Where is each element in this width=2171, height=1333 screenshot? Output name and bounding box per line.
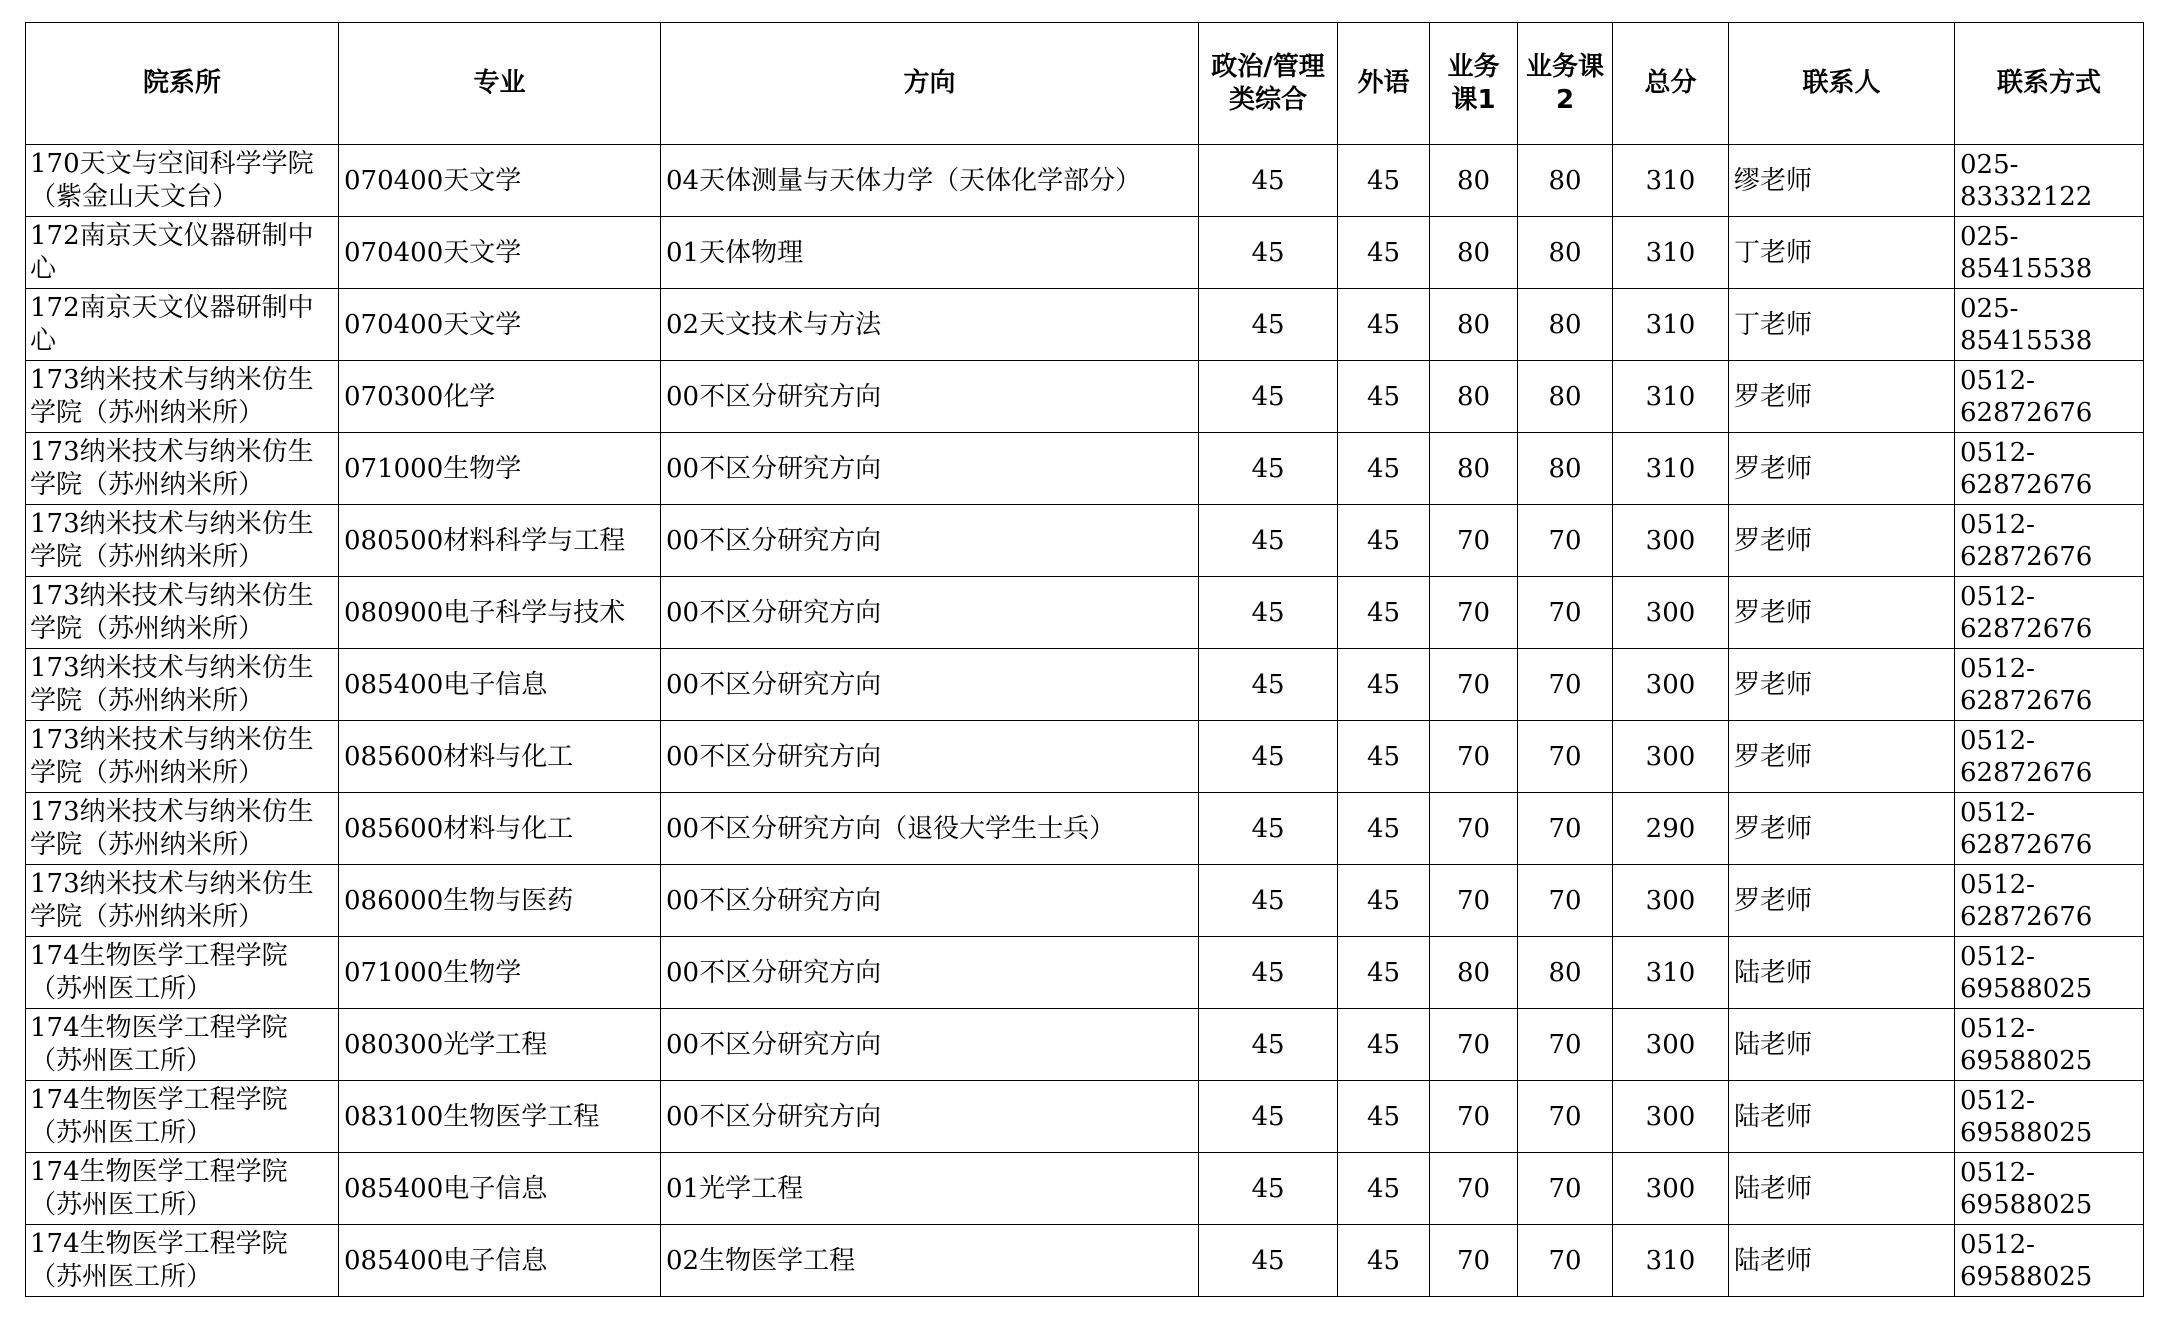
table-row: [26, 505, 2144, 577]
table-row: [26, 1009, 2144, 1081]
institute-line: 172南京天文仪器研制中: [30, 292, 314, 323]
cell-direction: 00不区分研究方向（退役大学生士兵）: [661, 793, 1199, 865]
header-line: 院系所: [142, 68, 221, 98]
header-line: 专业: [473, 68, 526, 98]
cell-contact: 罗老师: [1729, 577, 1955, 649]
institute-line: 173纳米技术与纳米仿生: [30, 364, 314, 395]
cell-contact: 丁老师: [1729, 289, 1955, 361]
cell-phone: 0512-62872676: [1955, 361, 2144, 433]
institute-line: 学院（苏州纳米所）: [30, 541, 265, 572]
table-row: [26, 937, 2144, 1009]
table-row: [26, 217, 2144, 289]
cell-phone: 0512-62872676: [1955, 721, 2144, 793]
cell-language: 45: [1338, 649, 1430, 721]
institute-line: 173纳米技术与纳米仿生: [30, 652, 314, 683]
institute-line: 心: [30, 325, 57, 356]
cell-total: 310: [1613, 145, 1729, 217]
cell-course2: 80: [1518, 145, 1613, 217]
cell-politics: 45: [1199, 649, 1338, 721]
cell-language: 45: [1338, 361, 1430, 433]
table-row: [26, 289, 2144, 361]
institute-line: 174生物医学工程学院: [30, 940, 288, 971]
cell-language: 45: [1338, 433, 1430, 505]
cell-direction: 01光学工程: [661, 1153, 1199, 1225]
cell-phone: 0512-62872676: [1955, 649, 2144, 721]
institute-line: 174生物医学工程学院: [30, 1012, 288, 1043]
header-major: [339, 23, 661, 145]
cell-contact: 陆老师: [1729, 1009, 1955, 1081]
cell-politics: 45: [1199, 145, 1338, 217]
cell-contact: 罗老师: [1729, 361, 1955, 433]
cell-major: 071000生物学: [339, 937, 661, 1009]
cell-politics: 45: [1199, 577, 1338, 649]
cell-total: 300: [1613, 1081, 1729, 1153]
institute-line: 173纳米技术与纳米仿生: [30, 868, 314, 899]
cell-language: 45: [1338, 577, 1430, 649]
cell-course2: 70: [1518, 1225, 1613, 1297]
table-row: [26, 1225, 2144, 1297]
cell-direction: 00不区分研究方向: [661, 1081, 1199, 1153]
header-phone: [1955, 23, 2144, 145]
cell-phone: 0512-69588025: [1955, 1153, 2144, 1225]
cell-politics: 45: [1199, 1009, 1338, 1081]
header-politics: [1199, 23, 1338, 145]
cell-politics: 45: [1199, 505, 1338, 577]
cell-total: 310: [1613, 217, 1729, 289]
cell-course1: 80: [1430, 433, 1518, 505]
cell-course1: 70: [1430, 793, 1518, 865]
cell-contact: 罗老师: [1729, 793, 1955, 865]
score-table-container: [25, 22, 2144, 1297]
cell-course1: 70: [1430, 1153, 1518, 1225]
institute-line: 173纳米技术与纳米仿生: [30, 580, 314, 611]
cell-direction: 02天文技术与方法: [661, 289, 1199, 361]
cell-language: 45: [1338, 1225, 1430, 1297]
cell-major: 080300光学工程: [339, 1009, 661, 1081]
cell-politics: 45: [1199, 1225, 1338, 1297]
cell-course1: 70: [1430, 721, 1518, 793]
cell-phone: 025-85415538: [1955, 217, 2144, 289]
header-line: 总分: [1644, 68, 1697, 98]
institute-line: 174生物医学工程学院: [30, 1156, 288, 1187]
cell-course2: 70: [1518, 1153, 1613, 1225]
table-row: [26, 145, 2144, 217]
table-row: [26, 1081, 2144, 1153]
header-course1: [1430, 23, 1518, 145]
cell-course2: 70: [1518, 577, 1613, 649]
cell-phone: 0512-69588025: [1955, 937, 2144, 1009]
cell-total: 300: [1613, 721, 1729, 793]
cell-course2: 70: [1518, 649, 1613, 721]
cell-total: 310: [1613, 1225, 1729, 1297]
cell-politics: 45: [1199, 793, 1338, 865]
cell-contact: 陆老师: [1729, 1225, 1955, 1297]
institute-line: 170天文与空间科学学院: [30, 148, 314, 179]
cell-phone: 0512-69588025: [1955, 1225, 2144, 1297]
header-line: 方向: [903, 68, 956, 98]
header-row: [26, 23, 2144, 145]
table-row: [26, 361, 2144, 433]
cell-major: 080900电子科学与技术: [339, 577, 661, 649]
cell-direction: 00不区分研究方向: [661, 505, 1199, 577]
cell-total: 300: [1613, 1009, 1729, 1081]
cell-politics: 45: [1199, 1081, 1338, 1153]
cell-total: 310: [1613, 937, 1729, 1009]
cell-course1: 70: [1430, 865, 1518, 937]
cell-major: 070400天文学: [339, 145, 661, 217]
cell-direction: 02生物医学工程: [661, 1225, 1199, 1297]
cell-politics: 45: [1199, 361, 1338, 433]
institute-line: 174生物医学工程学院: [30, 1084, 288, 1115]
cell-course2: 70: [1518, 793, 1613, 865]
cell-course2: 80: [1518, 433, 1613, 505]
institute-line: 173纳米技术与纳米仿生: [30, 508, 314, 539]
cell-course1: 80: [1430, 361, 1518, 433]
cell-total: 310: [1613, 289, 1729, 361]
cell-major: 083100生物医学工程: [339, 1081, 661, 1153]
cell-course1: 80: [1430, 937, 1518, 1009]
institute-line: 173纳米技术与纳米仿生: [30, 724, 314, 755]
cell-major: 085600材料与化工: [339, 721, 661, 793]
cell-course2: 70: [1518, 865, 1613, 937]
cell-institute: [26, 505, 339, 577]
cell-direction: 00不区分研究方向: [661, 433, 1199, 505]
cell-total: 300: [1613, 577, 1729, 649]
cell-direction: 00不区分研究方向: [661, 865, 1199, 937]
cell-institute: [26, 433, 339, 505]
institute-line: 学院（苏州纳米所）: [30, 685, 265, 716]
cell-major: 070300化学: [339, 361, 661, 433]
cell-politics: 45: [1199, 1153, 1338, 1225]
cell-direction: 00不区分研究方向: [661, 721, 1199, 793]
header-line: 业务: [1447, 51, 1500, 82]
cell-language: 45: [1338, 217, 1430, 289]
cell-direction: 04天体测量与天体力学（天体化学部分）: [661, 145, 1199, 217]
cell-course1: 70: [1430, 577, 1518, 649]
cell-politics: 45: [1199, 217, 1338, 289]
cell-institute: [26, 937, 339, 1009]
cell-language: 45: [1338, 865, 1430, 937]
cell-course2: 70: [1518, 1009, 1613, 1081]
cell-course1: 70: [1430, 1225, 1518, 1297]
cell-direction: 00不区分研究方向: [661, 649, 1199, 721]
cell-language: 45: [1338, 505, 1430, 577]
institute-line: 心: [30, 253, 57, 284]
cell-language: 45: [1338, 1081, 1430, 1153]
cell-phone: 0512-69588025: [1955, 1009, 2144, 1081]
cell-major: 080500材料科学与工程: [339, 505, 661, 577]
institute-line: 学院（苏州纳米所）: [30, 613, 265, 644]
institute-line: （苏州医工所）: [30, 973, 213, 1004]
cell-course1: 80: [1430, 217, 1518, 289]
header-course2: [1518, 23, 1613, 145]
cell-institute: [26, 361, 339, 433]
cell-course2: 80: [1518, 937, 1613, 1009]
cell-direction: 01天体物理: [661, 217, 1199, 289]
institute-line: 174生物医学工程学院: [30, 1228, 288, 1259]
institute-line: 173纳米技术与纳米仿生: [30, 436, 314, 467]
cell-institute: [26, 577, 339, 649]
cell-contact: 缪老师: [1729, 145, 1955, 217]
cell-major: 070400天文学: [339, 289, 661, 361]
cell-total: 300: [1613, 1153, 1729, 1225]
cell-course1: 70: [1430, 649, 1518, 721]
cell-institute: [26, 793, 339, 865]
header-line: 业务课: [1525, 51, 1604, 82]
cell-major: 070400天文学: [339, 217, 661, 289]
cell-politics: 45: [1199, 865, 1338, 937]
cell-total: 300: [1613, 505, 1729, 577]
header-line: 课1: [1451, 84, 1496, 115]
cell-contact: 陆老师: [1729, 937, 1955, 1009]
cell-total: 310: [1613, 361, 1729, 433]
cell-phone: 0512-69588025: [1955, 1081, 2144, 1153]
cell-language: 45: [1338, 1153, 1430, 1225]
cell-contact: 罗老师: [1729, 433, 1955, 505]
cell-total: 300: [1613, 649, 1729, 721]
cell-institute: [26, 649, 339, 721]
cell-major: 085400电子信息: [339, 1225, 661, 1297]
table-row: [26, 433, 2144, 505]
cell-major: 085400电子信息: [339, 1153, 661, 1225]
score-table: [25, 22, 2144, 1297]
cell-phone: 0512-62872676: [1955, 433, 2144, 505]
header-institute: [26, 23, 339, 145]
header-line: 联系方式: [1996, 68, 2101, 98]
cell-direction: 00不区分研究方向: [661, 577, 1199, 649]
cell-phone: 0512-62872676: [1955, 793, 2144, 865]
header-line: 政治/管理: [1211, 51, 1325, 82]
header-line: 类综合: [1228, 84, 1307, 115]
cell-institute: [26, 289, 339, 361]
institute-line: 学院（苏州纳米所）: [30, 397, 265, 428]
cell-course1: 80: [1430, 289, 1518, 361]
cell-phone: 0512-62872676: [1955, 865, 2144, 937]
institute-line: 学院（苏州纳米所）: [30, 469, 265, 500]
cell-phone: 0512-62872676: [1955, 505, 2144, 577]
cell-contact: 罗老师: [1729, 721, 1955, 793]
cell-course2: 70: [1518, 505, 1613, 577]
table-row: [26, 1153, 2144, 1225]
cell-phone: 025-83332122: [1955, 145, 2144, 217]
header-direction: [661, 23, 1199, 145]
cell-contact: 丁老师: [1729, 217, 1955, 289]
institute-line: （苏州医工所）: [30, 1189, 213, 1220]
cell-institute: [26, 217, 339, 289]
cell-direction: 00不区分研究方向: [661, 361, 1199, 433]
cell-language: 45: [1338, 793, 1430, 865]
cell-politics: 45: [1199, 937, 1338, 1009]
cell-total: 310: [1613, 433, 1729, 505]
header-line: 2: [1555, 84, 1575, 115]
cell-phone: 0512-62872676: [1955, 577, 2144, 649]
header-contact: [1729, 23, 1955, 145]
institute-line: 学院（苏州纳米所）: [30, 757, 265, 788]
cell-direction: 00不区分研究方向: [661, 937, 1199, 1009]
cell-total: 300: [1613, 865, 1729, 937]
cell-course2: 80: [1518, 217, 1613, 289]
cell-total: 290: [1613, 793, 1729, 865]
cell-institute: [26, 1009, 339, 1081]
table-row: [26, 721, 2144, 793]
cell-language: 45: [1338, 937, 1430, 1009]
header-total: [1613, 23, 1729, 145]
cell-course1: 70: [1430, 505, 1518, 577]
cell-major: 086000生物与医药: [339, 865, 661, 937]
institute-line: 173纳米技术与纳米仿生: [30, 796, 314, 827]
header-line: 联系人: [1802, 68, 1881, 98]
institute-line: （苏州医工所）: [30, 1117, 213, 1148]
cell-politics: 45: [1199, 721, 1338, 793]
cell-institute: [26, 1225, 339, 1297]
cell-course1: 70: [1430, 1009, 1518, 1081]
table-row: [26, 649, 2144, 721]
cell-major: 071000生物学: [339, 433, 661, 505]
cell-institute: [26, 865, 339, 937]
cell-contact: 罗老师: [1729, 865, 1955, 937]
cell-phone: 025-85415538: [1955, 289, 2144, 361]
table-row: [26, 865, 2144, 937]
cell-politics: 45: [1199, 433, 1338, 505]
institute-line: 学院（苏州纳米所）: [30, 901, 265, 932]
cell-contact: 罗老师: [1729, 649, 1955, 721]
cell-course2: 80: [1518, 361, 1613, 433]
institute-line: （紫金山天文台）: [30, 181, 239, 212]
cell-contact: 陆老师: [1729, 1081, 1955, 1153]
cell-course2: 80: [1518, 289, 1613, 361]
cell-institute: [26, 1081, 339, 1153]
cell-institute: [26, 1153, 339, 1225]
cell-course2: 70: [1518, 1081, 1613, 1153]
cell-direction: 00不区分研究方向: [661, 1009, 1199, 1081]
cell-language: 45: [1338, 145, 1430, 217]
cell-politics: 45: [1199, 289, 1338, 361]
cell-course1: 70: [1430, 1081, 1518, 1153]
table-row: [26, 793, 2144, 865]
institute-line: （苏州医工所）: [30, 1045, 213, 1076]
cell-course1: 80: [1430, 145, 1518, 217]
institute-line: 172南京天文仪器研制中: [30, 220, 314, 251]
institute-line: 学院（苏州纳米所）: [30, 829, 265, 860]
cell-language: 45: [1338, 721, 1430, 793]
table-body: [26, 145, 2144, 1297]
cell-institute: [26, 721, 339, 793]
cell-language: 45: [1338, 1009, 1430, 1081]
header-language: [1338, 23, 1430, 145]
cell-major: 085600材料与化工: [339, 793, 661, 865]
cell-institute: [26, 145, 339, 217]
cell-contact: 罗老师: [1729, 505, 1955, 577]
table-row: [26, 577, 2144, 649]
header-line: 外语: [1357, 68, 1410, 98]
institute-line: （苏州医工所）: [30, 1261, 213, 1292]
cell-language: 45: [1338, 289, 1430, 361]
cell-contact: 陆老师: [1729, 1153, 1955, 1225]
cell-course2: 70: [1518, 721, 1613, 793]
cell-major: 085400电子信息: [339, 649, 661, 721]
